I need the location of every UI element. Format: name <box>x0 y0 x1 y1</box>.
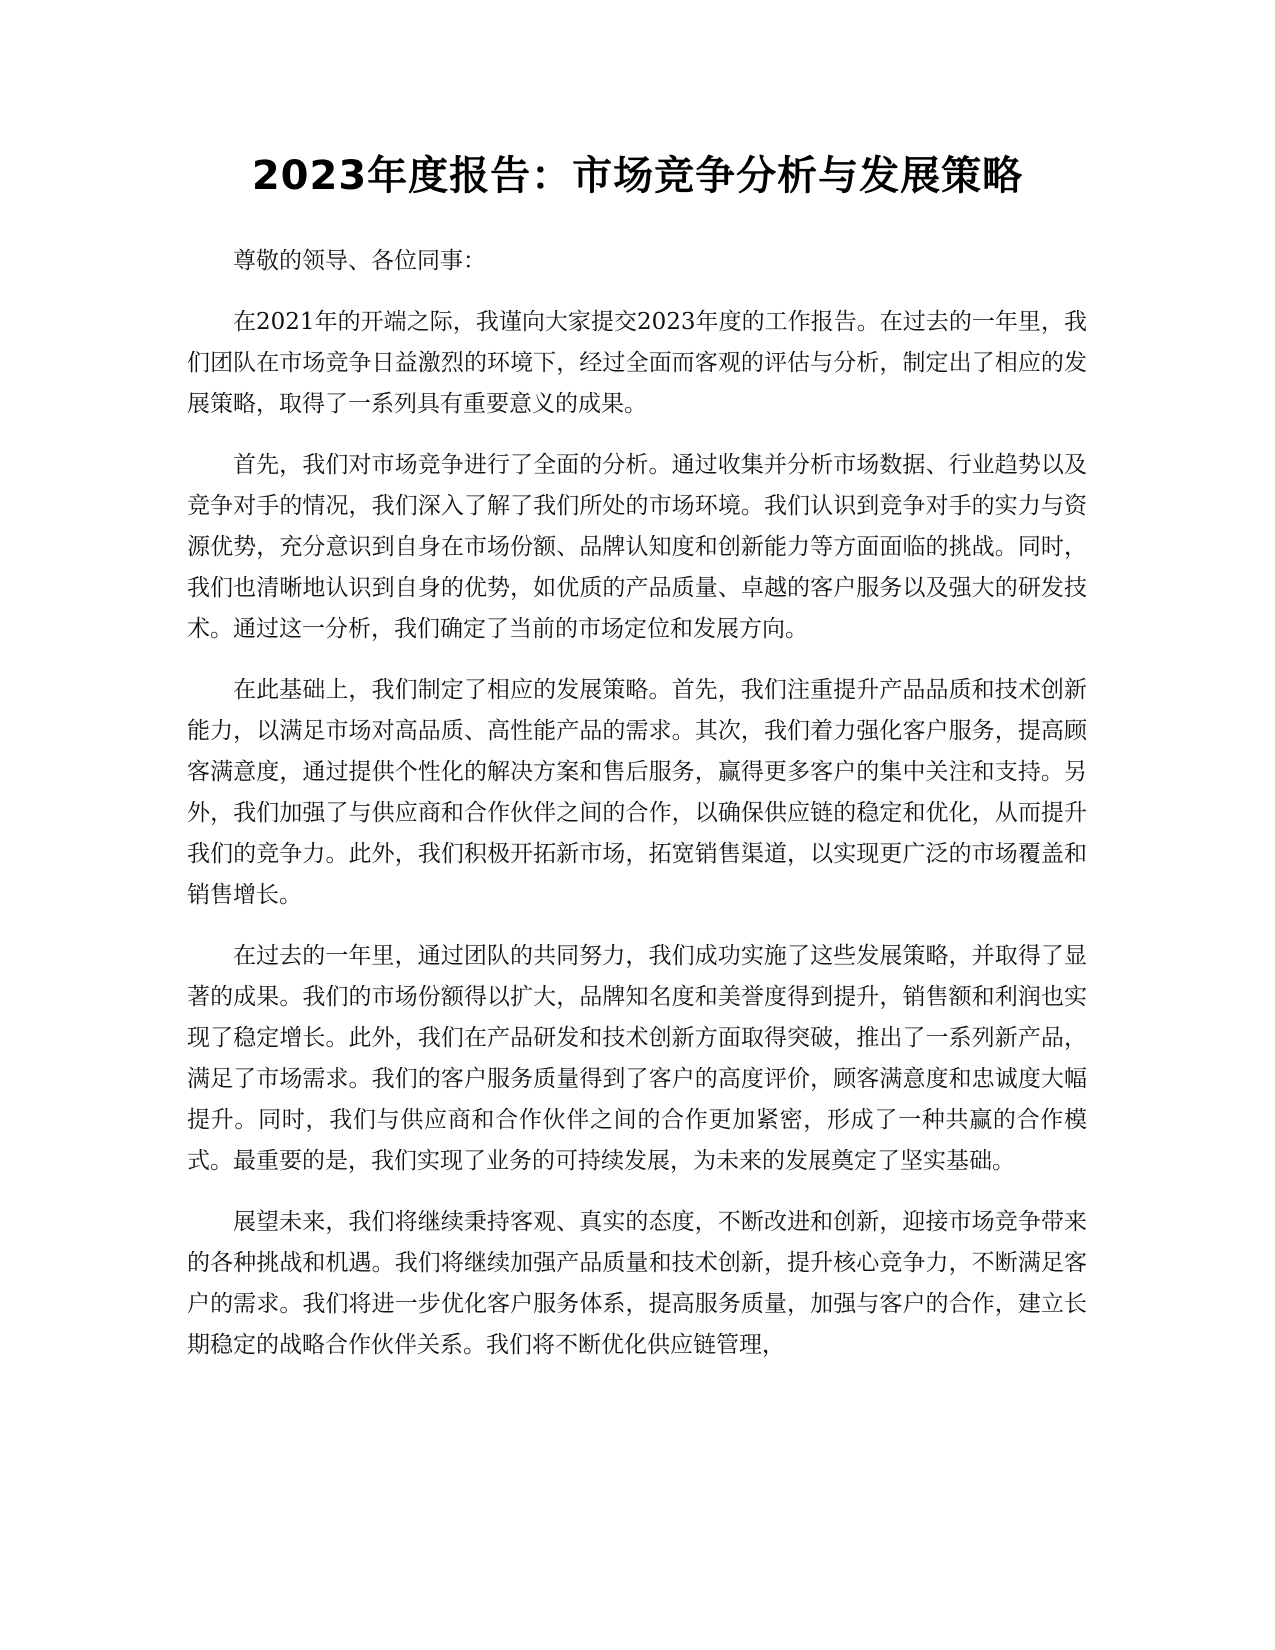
document-body <box>187 241 1087 1386</box>
document-title: 2023年度报告：市场竞争分析与发展策略 <box>251 153 1024 199</box>
paragraph-strategy: 在此基础上，我们制定了相应的发展策略。首先，我们注重提升产品品质和技术创新能力，以满足市场对高品质、高性能产品的需求。其次，我们着力强化客户服务，提高顾客满意度，通过提供个性化的解决方案和售后服务，赢得更多客户的集中关注和支持。另外，我们加强了与供应商和合作伙伴之间的合作，以确保供应链的稳定和优化，从而提升我们的竞争力。此外，我们积极开拓新市场，拓宽销售渠道，以实现更广泛的市场覆盖和销售增长。 <box>187 677 1087 908</box>
paragraph-market-analysis: 首先，我们对市场竞争进行了全面的分析。通过收集并分析市场数据、行业趋势以及竞争对手的情况，我们深入了解了我们所处的市场环境。我们认识到竞争对手的实力与资源优势，充分意识到自身在市场份额、品牌认知度和创新能力等方面面临的挑战。同时，我们也清晰地认识到自身的优势，如优质的产品质量、卓越的客户服务以及强大的研发技术。通过这一分析，我们确定了当前的市场定位和发展方向。 <box>187 452 1087 642</box>
paragraph-intro: 在2021年的开端之际，我谨向大家提交2023年度的工作报告。在过去的一年里，我们团队在市场竞争日益激烈的环境下，经过全面而客观的评估与分析，制定出了相应的发展策略，取得了一系列具有重要意义的成果。 <box>187 309 1087 417</box>
paragraph-outlook: 展望未来，我们将继续秉持客观、真实的态度，不断改进和创新，迎接市场竞争带来的各种挑战和机遇。我们将继续加强产品质量和技术创新，提升核心竞争力，不断满足客户的需求。我们将进一步优化客户服务体系，提高服务质量，加强与客户的合作，建立长期稳定的战略合作伙伴关系。我们将不断优化供应链管理， <box>187 1209 1087 1358</box>
salutation: 尊敬的领导、各位同事： <box>233 248 486 274</box>
paragraph-achievements: 在过去的一年里，通过团队的共同努力，我们成功实施了这些发展策略，并取得了显著的成果。我们的市场份额得以扩大，品牌知名度和美誉度得到提升，销售额和利润也实现了稳定增长。此外，我们在产品研发和技术创新方面取得突破，推出了一系列新产品，满足了市场需求。我们的客户服务质量得到了客户的高度评价，顾客满意度和忠诚度大幅提升。同时，我们与供应商和合作伙伴之间的合作更加紧密，形成了一种共赢的合作模式。最重要的是，我们实现了业务的可持续发展，为未来的发展奠定了坚实基础。 <box>187 943 1087 1174</box>
